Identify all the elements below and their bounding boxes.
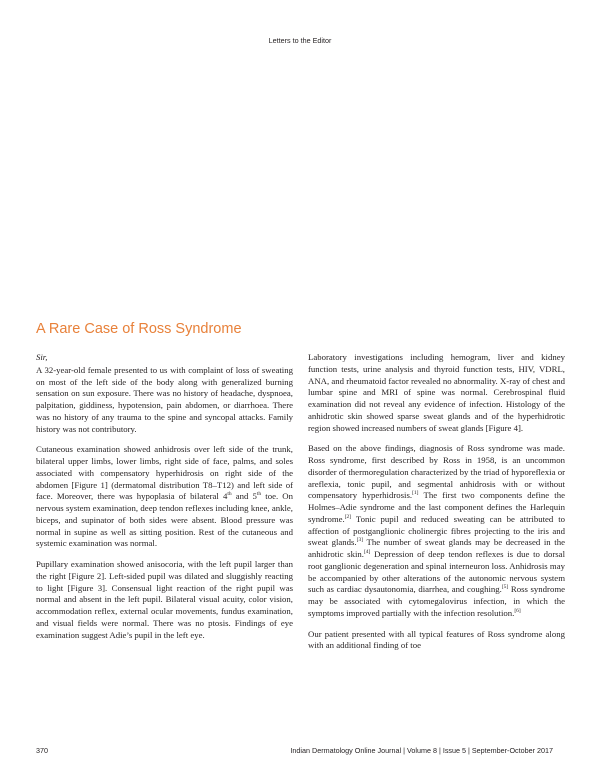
salutation: Sir, (36, 352, 48, 362)
journal-date: September-October 2017 (471, 746, 553, 755)
journal-info: Indian Dermatology Online Journal | Volume 8 | Issue 5 | September-October 2017 (290, 746, 553, 755)
paragraph-history: A 32-year-old female presented to us with complaint of loss of sweating on most of the left side of the body along with generalized burning sensation on sun exposure. There was no history of headache, dyspnoea, palpitation, giddiness, hypotension, pain abdomen, or diarrhoea. There was no history of any trauma to the spine and syncopal attacks. Family history was not contributory. (36, 364, 293, 434)
running-head: Letters to the Editor (268, 36, 332, 45)
paragraph-cutaneous-exam: Cutaneous examination showed anhidrosis over left side of the trunk, bilateral upper limbs, lower limbs, right side of face, palms, and soles associated with compensatory hyperhidrosis on right side of the abdomen [Figure 1] (dermatomal distribution T8–T12) and left side of face. Moreover, there was hypoplasia of bilateral 4th and 5th toe. On nervous system examination, deep tendon reflexes including knee, ankle, biceps, and supinator of both sides were absent. Blood pressure was normal in supine as well as sitting position. Rest of the cutaneous and systemic examination was normal. (36, 444, 294, 549)
journal-volume: Volume 8 (406, 746, 437, 755)
page-number: 370 (36, 746, 48, 755)
paragraph-our-patient: Our patient presented with all typical features of Ross syndrome along with an additional finding of toe (308, 628, 565, 651)
paragraph-pupillary-exam: Pupillary examination showed anisocoria, with the left pupil larger than the right [Figure 2]. Left-sided pupil was dilated and sluggishly reacting to light [Figure 3]. Consensual light reaction of the right pupil was normal and absent in the left pupil. Bilateral visual acuity, color vision, accommodation reflex, external ocular movements, fundus examination, and visual fields were normal. There was no ptosis. Findings of eye examination suggest Adie’s pupil in the left eye. (36, 559, 293, 640)
left-column (36, 352, 293, 650)
right-column (308, 352, 565, 661)
paragraph-investigations: Laboratory investigations including hemogram, liver and kidney function tests, urine analysis and thyroid function tests, HIV, VDRL, ANA, and rheumatoid factor revealed no abnormality. X-ray of chest and lumbar spine and MRI of spine was normal. Cerebrospinal fluid examination did not reveal any evidence of infection. Histology of the anhidrotic skin showed sparse sweat glands and of the hyperhidrotic region showed increased numbers of sweat glands [Figure 4]. (308, 352, 565, 433)
journal-issue: Issue 5 (442, 746, 467, 755)
journal-name: Indian Dermatology Online Journal (290, 746, 402, 755)
paragraph-diagnosis: Based on the above findings, diagnosis of Ross syndrome was made. Ross syndrome, first described by Ross in 1958, is an uncommon disorder of thermoregulation characterized by the triad of hyporeflexia or areflexia, tonic pupil, and segmental anhidrosis with or without compensatory hyperhidrosis.[1] The first two components define the Holmes–Adie syndrome and the last component defines the Harlequin syndrome.[2] Tonic pupil and reduced sweating can be attributed to affection of postganglionic cholinergic fibres projecting to the iris and sweat glands.[3] The number of sweat glands may be decreased in the anhidrotic skin.[4] Depression of deep tendon reflexes is due to dorsal root ganglionic degeneration and spinal interneuron loss. Anhidrosis may be accompanied by other alterations of the autonomic nervous system such as cardiac dysautonomia, diarrhea, and coughing.[5] Ross syndrome may be associated with cytomegalovirus infection, in which the symptoms improved partially with the infection resolution.[6] (308, 443, 566, 618)
article-title: A Rare Case of Ross Syndrome (36, 321, 242, 337)
